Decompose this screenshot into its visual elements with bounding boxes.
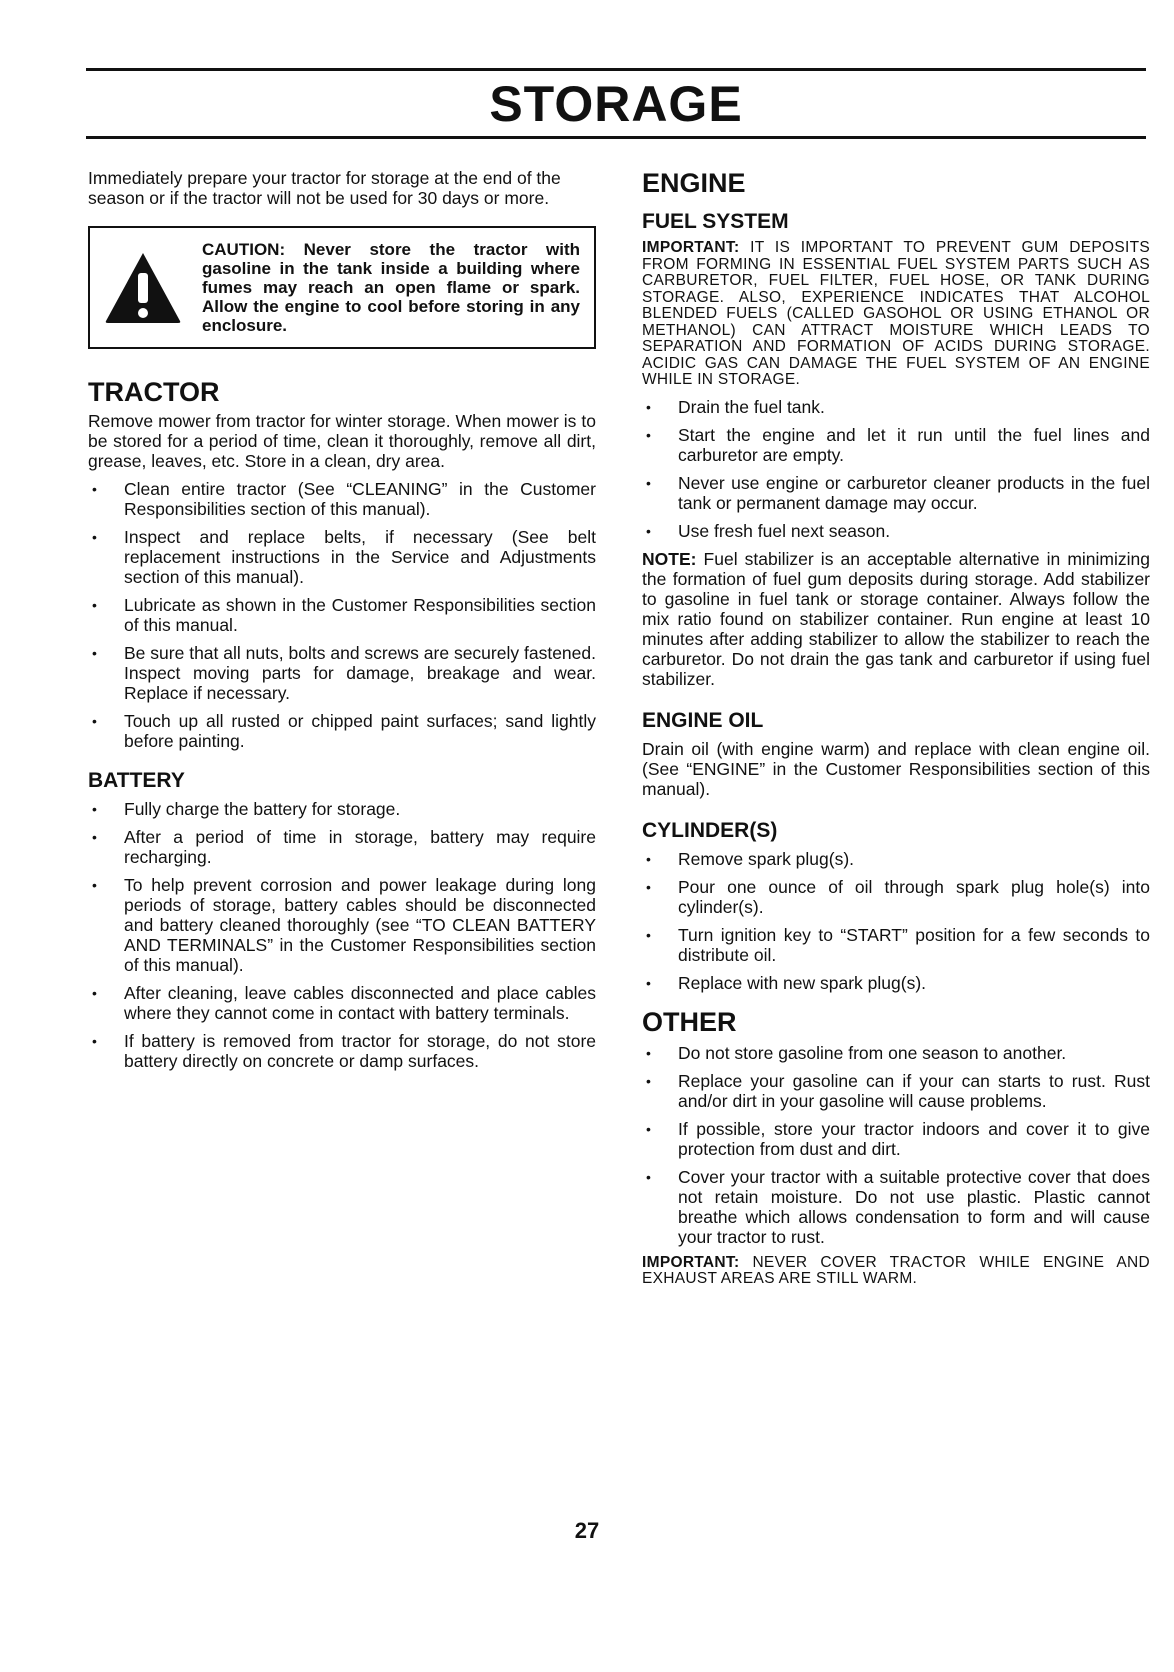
important-label: IMPORTANT:: [642, 239, 740, 256]
engine-oil-text: Drain oil (with engine warm) and replace with clean engine oil. (See “ENGINE” in the Customer Responsibilities section of this manual).: [642, 738, 1150, 799]
cylinders-heading: CYLINDER(S): [642, 818, 778, 842]
bullet-icon: •: [646, 474, 651, 491]
list-item: [642, 473, 1150, 513]
intro-paragraph: Immediately prepare your tractor for storage at the end of the season or if the tractor will not be used for 30 days or more.: [88, 168, 561, 208]
important-text: NEVER COVER TRACTOR WHILE ENGINE AND EXHAUST AREAS ARE STILL WARM.: [642, 1253, 1150, 1287]
other-heading: OTHER: [642, 1006, 737, 1037]
list-item: [642, 1167, 1150, 1247]
list-item-text: Touch up all rusted or chipped paint surfaces; sand lightly before painting.: [124, 711, 596, 751]
list-item: [642, 1071, 1150, 1111]
list-item-text: Lubricate as shown in the Customer Responsibilities section of this manual.: [124, 595, 596, 635]
bullet-icon: •: [92, 597, 97, 613]
list-item-text: Inspect and replace belts, if necessary (See belt replacement instructions in the Service and Adjustments section of this manual).: [124, 527, 596, 587]
list-item: [642, 877, 1150, 917]
bullet-icon: •: [92, 877, 97, 893]
bullet-icon: •: [646, 1168, 651, 1185]
bullet-icon: •: [92, 829, 97, 845]
bullet-icon: •: [92, 529, 97, 545]
list-item-text: After a period of time in storage, battery may require recharging.: [124, 827, 596, 867]
fuel-system-heading: FUEL SYSTEM: [642, 210, 789, 233]
bullet-icon: •: [646, 1072, 651, 1089]
list-item-text: If battery is removed from tractor for storage, do not store battery directly on concrete or damp surfaces.: [124, 1031, 596, 1071]
list-item: [88, 711, 596, 751]
list-item-text: Be sure that all nuts, bolts and screws are securely fastened. Inspect moving parts for damage, breakage and wear. Replace if necessary.: [124, 643, 596, 703]
bullet-icon: •: [646, 850, 651, 867]
note-label: NOTE:: [642, 548, 697, 569]
list-item: [642, 849, 1150, 869]
page-number: 27: [574, 1518, 600, 1543]
list-item-text: Replace with new spark plug(s).: [678, 972, 927, 993]
caution-text: CAUTION: Never store the tractor with gasoline in the tank inside a building where fumes may reach an open flame or spark. Allow the engine to cool before storing in any enclosure.: [202, 240, 580, 335]
list-item-text: After cleaning, leave cables disconnected and place cables where they cannot come in contact with battery terminals.: [124, 983, 596, 1023]
bullet-icon: •: [646, 878, 651, 895]
list-item-text: If possible, store your tractor indoors and cover it to give protection from dust and dirt.: [678, 1118, 1150, 1159]
list-item-text: Fully charge the battery for storage.: [124, 799, 401, 819]
list-item-text: Use fresh fuel next season.: [678, 520, 891, 541]
bullet-icon: •: [646, 522, 651, 539]
bullet-icon: •: [646, 1120, 651, 1137]
bullet-icon: •: [646, 926, 651, 943]
list-item-text: Start the engine and let it run until the fuel lines and carburetor are empty.: [678, 424, 1150, 465]
warning-triangle-icon: [104, 251, 182, 325]
list-item-text: Replace your gasoline can if your can starts to rust. Rust and/or dirt in your gasoline will cause problems.: [678, 1070, 1150, 1111]
list-item: [88, 479, 596, 519]
list-item: [642, 1119, 1150, 1159]
list-item: [88, 799, 596, 819]
fuel-system-bullet-list: [642, 397, 1150, 541]
list-item-text: Never use engine or carburetor cleaner products in the fuel tank or permanent damage may occur.: [678, 472, 1150, 513]
page-title: STORAGE: [489, 76, 743, 132]
engine-oil-heading: ENGINE OIL: [642, 708, 764, 732]
list-item: [88, 643, 596, 703]
tractor-heading: TRACTOR: [88, 377, 220, 407]
list-item: [88, 983, 596, 1023]
right-column: [642, 168, 1150, 1288]
tractor-paragraph: Remove mower from tractor for winter storage. When mower is to be stored for a period of time, clean it thoroughly, remove all dirt, grease, leaves, etc. Store in a clean, dry area.: [88, 411, 596, 471]
bullet-icon: •: [92, 985, 97, 1001]
tractor-bullet-list: [88, 479, 596, 751]
list-item: [642, 397, 1150, 417]
list-item-text: Pour one ounce of oil through spark plug hole(s) into cylinder(s).: [678, 876, 1150, 917]
cylinders-bullet-list: [642, 849, 1150, 993]
bullet-icon: •: [92, 1033, 97, 1049]
important-label: IMPORTANT:: [642, 1253, 740, 1271]
list-item-text: Do not store gasoline from one season to another.: [678, 1042, 1067, 1063]
list-item-text: Clean entire tractor (See “CLEANING” in the Customer Responsibilities section of this manual).: [124, 479, 596, 519]
bullet-icon: •: [646, 1044, 651, 1061]
bullet-icon: •: [92, 481, 97, 497]
bullet-icon: •: [646, 398, 651, 415]
fuel-stabilizer-note: [642, 549, 1150, 689]
note-text: Fuel stabilizer is an acceptable alternative in minimizing the formation of fuel gum deposits during storage. Add stabilizer to gasoline in fuel tank or storage container. Always follow the mix ratio found on stabilizer container. Run engine at least 10 minutes after adding stabilizer to allow the stabilizer to reach the carburetor. Do not drain the gas tank and carburetor if using fuel stabilizer.: [642, 548, 1150, 689]
bullet-icon: •: [646, 426, 651, 443]
list-item: [642, 521, 1150, 541]
other-important: [642, 1255, 1150, 1288]
list-item: [88, 827, 596, 867]
list-item-text: Drain the fuel tank.: [678, 396, 825, 417]
bullet-icon: •: [92, 713, 97, 729]
important-text: IT IS IMPORTANT TO PREVENT GUM DEPOSITS FROM FORMING IN ESSENTIAL FUEL SYSTEM PARTS SUCH AS CARBURETOR, FUEL FILTER, FUEL HOSE, OR TANK DURING STORAGE. ALSO, EXPERIENCE INDICATES THAT ALCOHOL BLENDED FUELS (CALLED GASOHOL OR USING ETHANOL OR METHANOL) CAN ATTRACT MOISTURE WHICH LEADS TO SEPARATION AND FORMATION OF ACIDS DURING STORAGE. ACIDIC GAS CAN DAMAGE THE FUEL SYSTEM OF AN ENGINE WHILE IN STORAGE.: [642, 239, 1150, 388]
list-item: [642, 925, 1150, 965]
other-bullet-list: [642, 1043, 1150, 1247]
title-bottom-rule: [86, 136, 1146, 139]
caution-box: [88, 226, 596, 349]
list-item-text: Cover your tractor with a suitable protective cover that does not retain moisture. Do not use plastic. Plastic cannot breathe which allows condensation to form and will cause your tractor to rust.: [678, 1166, 1150, 1247]
list-item: [88, 595, 596, 635]
title-top-rule: [86, 68, 1146, 71]
engine-heading: ENGINE: [642, 168, 746, 198]
list-item: [642, 973, 1150, 993]
battery-bullet-list: [88, 799, 596, 1071]
left-column: [88, 168, 596, 1079]
bullet-icon: •: [646, 974, 651, 991]
list-item: [642, 1043, 1150, 1063]
bullet-icon: •: [92, 645, 97, 661]
list-item-text: Remove spark plug(s).: [678, 848, 855, 869]
bullet-icon: •: [92, 801, 97, 817]
list-item-text: To help prevent corrosion and power leakage during long periods of storage, battery cables should be disconnected and battery cleaned thoroughly (see “TO CLEAN BATTERY AND TERMINALS” in the Customer Responsibilities section of this manual).: [124, 875, 596, 975]
battery-heading: BATTERY: [88, 769, 185, 792]
list-item: [88, 527, 596, 587]
fuel-system-important: [642, 240, 1150, 389]
list-item-text: Turn ignition key to “START” position for a few seconds to distribute oil.: [678, 924, 1150, 965]
list-item: [88, 875, 596, 975]
list-item: [642, 425, 1150, 465]
list-item: [88, 1031, 596, 1071]
